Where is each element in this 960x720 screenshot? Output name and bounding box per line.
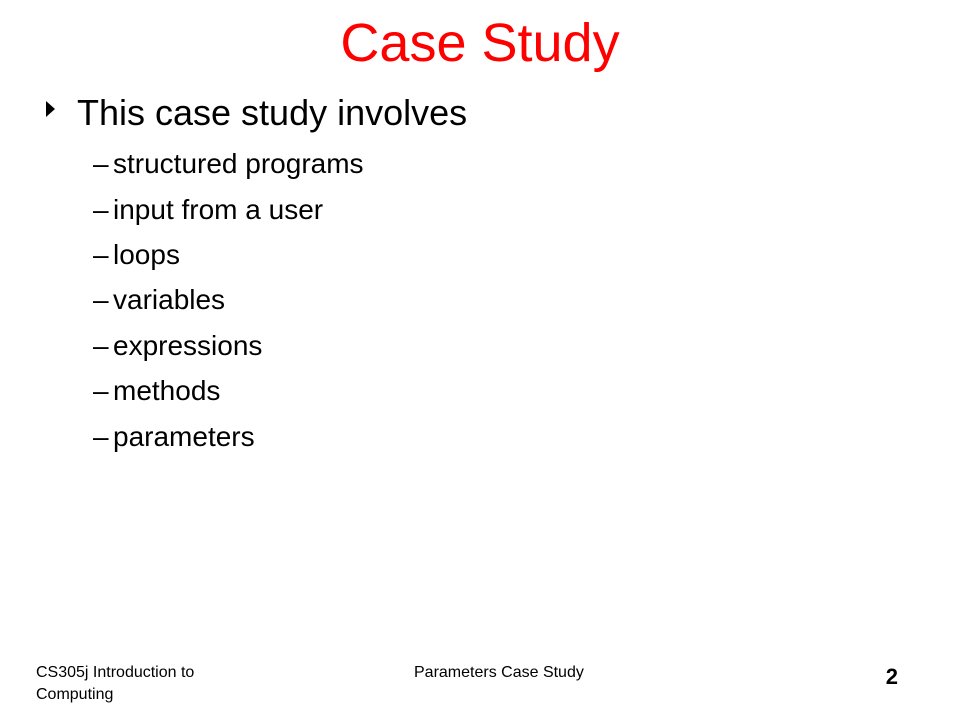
sub-bullet-item (93, 186, 364, 231)
slide-title: Case Study (340, 13, 620, 73)
dash-bullet: – (93, 375, 109, 407)
triangle-bullet-icon (46, 101, 55, 117)
sub-bullet-text: methods (113, 375, 221, 407)
sub-bullet-text: structured programs (113, 148, 364, 180)
footer-slide-topic: Parameters Case Study (414, 664, 584, 681)
sub-bullet-item (93, 368, 364, 413)
sub-bullet-text: loops (113, 238, 180, 270)
footer-course-name: CS305j Introduction to Computing (36, 664, 195, 703)
main-bullet (46, 88, 467, 138)
main-bullet-text: This case study involves (77, 92, 468, 133)
sub-bullet-item (93, 277, 364, 322)
sub-bullet-text: variables (113, 284, 226, 316)
sub-bullet-text: expressions (113, 329, 263, 361)
dash-bullet: – (93, 148, 109, 180)
sub-bullet-text: input from a user (113, 193, 324, 225)
sub-bullet-list (93, 141, 364, 459)
sub-bullet-item (93, 141, 364, 186)
page-number: 2 (885, 664, 898, 689)
sub-bullet-item (93, 232, 364, 277)
dash-bullet: – (93, 284, 109, 316)
dash-bullet: – (93, 329, 109, 361)
sub-bullet-item (93, 323, 364, 368)
sub-bullet-item (93, 413, 364, 458)
sub-bullet-text: parameters (113, 420, 255, 452)
dash-bullet: – (93, 193, 109, 225)
dash-bullet: – (93, 238, 109, 270)
dash-bullet: – (93, 420, 109, 452)
